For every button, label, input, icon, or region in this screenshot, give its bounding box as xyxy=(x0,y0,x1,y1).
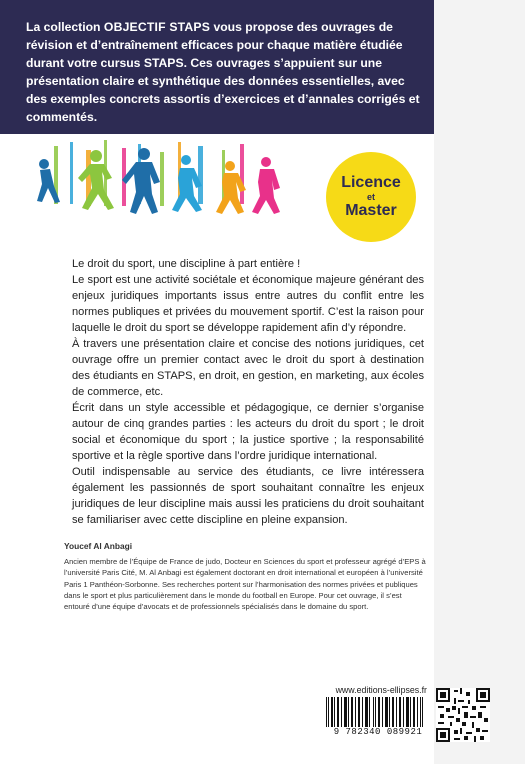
description-title: Le droit du sport, une discipline à part entière ! xyxy=(72,258,301,270)
description-paragraph: Écrit dans un style accessible et pédagogique, ce dernier s’organise autour de cinq grandes parties : les acteurs du droit du sport ; le droit social et économique du sport ; la justice sportive ; la responsabilité sportive et la règle sportive dans l’ordre juridique international. xyxy=(72,402,424,462)
author-bio: Ancien membre de l’Équipe de France de judo, Docteur en Sciences du sport et professeur agrégé d’EPS à l’université Paris Cité, M. Al Anbagi est également doctorant en droit international et européen à l’université Paris 1 Panthéon-Sorbonne. Ses recherches portent sur l’harmonisation des normes privées et publiques dans le sport et plus particulièrement dans le monde du football en Europe. Pour cet ouvrage, il s’est entouré d’une équipe d’avocats et de professionnels spécialisés dans le domaine du sport. xyxy=(64,557,426,612)
collection-banner xyxy=(0,0,434,134)
isbn-number: 9 782340 089921 xyxy=(324,727,432,737)
publisher-url[interactable]: www.editions-ellipses.fr xyxy=(335,685,427,695)
collection-intro xyxy=(26,18,421,126)
book-description xyxy=(72,256,424,528)
intro-text: vous propose des ouvrages de révision et d’entraînement efficaces pour chaque matière étudiée durant votre cursus STAPS. Ces ouvrages s’appuient sur une présentation claire et synthétique des données essentielles, avec des exemples concrets assortis d’exercices et d’annales corrigés et commentés. xyxy=(26,20,420,124)
description-paragraph: Le sport est une activité sociétale et économique majeure générant des enjeux juridiques importants issus entre autres du conflit entre les normes publiques et privées du mouvement sportif. C’est la raison pour laquelle le droit du sport se développe rapidement afin d’y répondre. xyxy=(72,274,424,334)
right-edge-bar xyxy=(434,0,525,764)
level-badge xyxy=(326,152,416,242)
author-name: Youcef Al Anbagi xyxy=(64,541,133,551)
intro-prefix: La collection xyxy=(26,20,104,34)
badge-line-licence: Licence xyxy=(341,174,401,191)
description-paragraph: À travers une présentation claire et concise des notions juridiques, cet ouvrage offre un premier contact avec le droit du sport à destination des étudiants en STAPS, en droit, en gestion, en marketing, aux écoles de commerce, etc. xyxy=(72,338,424,398)
athletes-logo xyxy=(26,138,284,220)
qr-code xyxy=(436,688,490,742)
badge-line-master: Master xyxy=(345,202,397,219)
badge-line-et: et xyxy=(366,192,375,202)
athletes-illustration xyxy=(26,138,284,220)
collection-brand: OBJECTIF STAPS xyxy=(103,20,211,34)
author-section xyxy=(64,541,429,612)
description-paragraph: Outil indispensable au service des étudiants, ce livre intéressera également les passionnés de sport souhaitant connaître les enjeux juridiques de leur discipline mais aussi les praticiens du droit souhaitant se familiariser avec cette discipline en pleine expansion. xyxy=(72,466,424,526)
